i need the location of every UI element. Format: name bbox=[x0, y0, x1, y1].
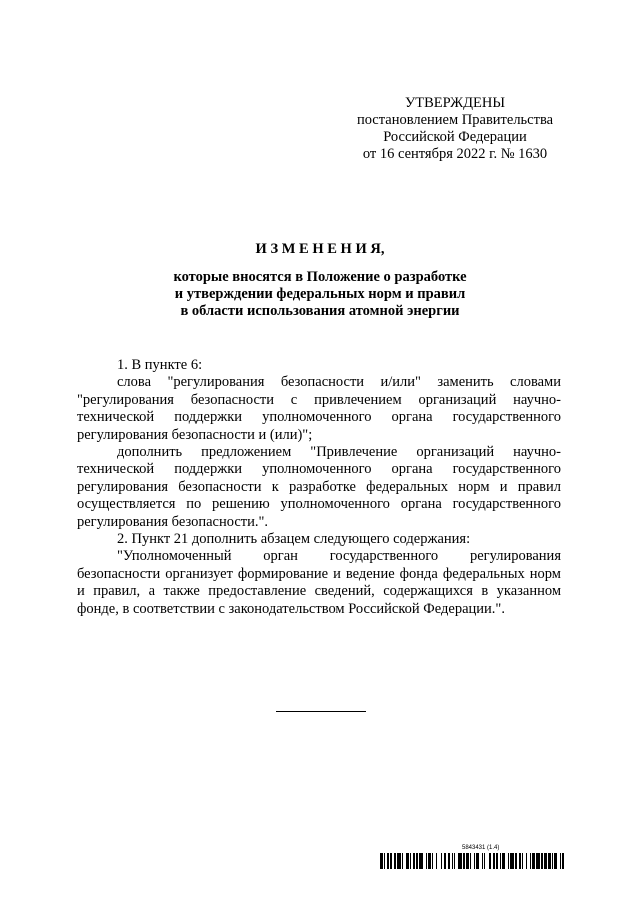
paragraph: дополнить предложением "Привлечение организаций научно-технической поддержки уполномоченного органа государственного регулирования безопасности к разработке федеральных норм и правил осуществляется по решению уполномоченного органа государственного регулирования безопасности.". bbox=[77, 444, 561, 530]
end-divider bbox=[276, 711, 366, 712]
subtitle-line: и утверждении федеральных норм и правил bbox=[174, 286, 466, 302]
barcode-bar bbox=[564, 853, 567, 869]
approval-issuer: постановлением Правительства bbox=[356, 112, 554, 128]
approval-heading: УТВЕРЖДЕНЫ bbox=[404, 95, 506, 111]
barcode-label: 5843431 (1.4) bbox=[462, 845, 500, 851]
subtitle-line: в области использования атомной энергии bbox=[180, 303, 460, 319]
approval-date-number: от 16 сентября 2022 г. № 1630 bbox=[362, 146, 548, 162]
subtitle-line: которые вносятся в Положение о разработке bbox=[173, 269, 467, 285]
document-body bbox=[77, 357, 561, 618]
paragraph: "Уполномоченный орган государственного регулирования безопасности организует формирование и ведение фонда федеральных норм и правил, а также предоставление сведений, содержащихся в указанном фонде, в соответствии с законодательством Российской Федерации.". bbox=[77, 548, 561, 617]
approval-issuer-country: Российской Федерации bbox=[383, 129, 527, 145]
document-subtitle bbox=[0, 269, 640, 320]
approval-block bbox=[340, 95, 570, 163]
barcode bbox=[380, 853, 567, 869]
paragraph: слова "регулирования безопасности и/или" заменить словами "регулирования безопасности с привлечением организаций научно-технической поддержки уполномоченного органа государственного регулирования безопасности и (или)"; bbox=[77, 374, 561, 443]
document-title: И З М Е Н Е Н И Я, bbox=[255, 241, 385, 257]
paragraph: 1. В пункте 6: bbox=[117, 357, 203, 373]
paragraph: 2. Пункт 21 дополнить абзацем следующего содержания: bbox=[117, 531, 471, 548]
